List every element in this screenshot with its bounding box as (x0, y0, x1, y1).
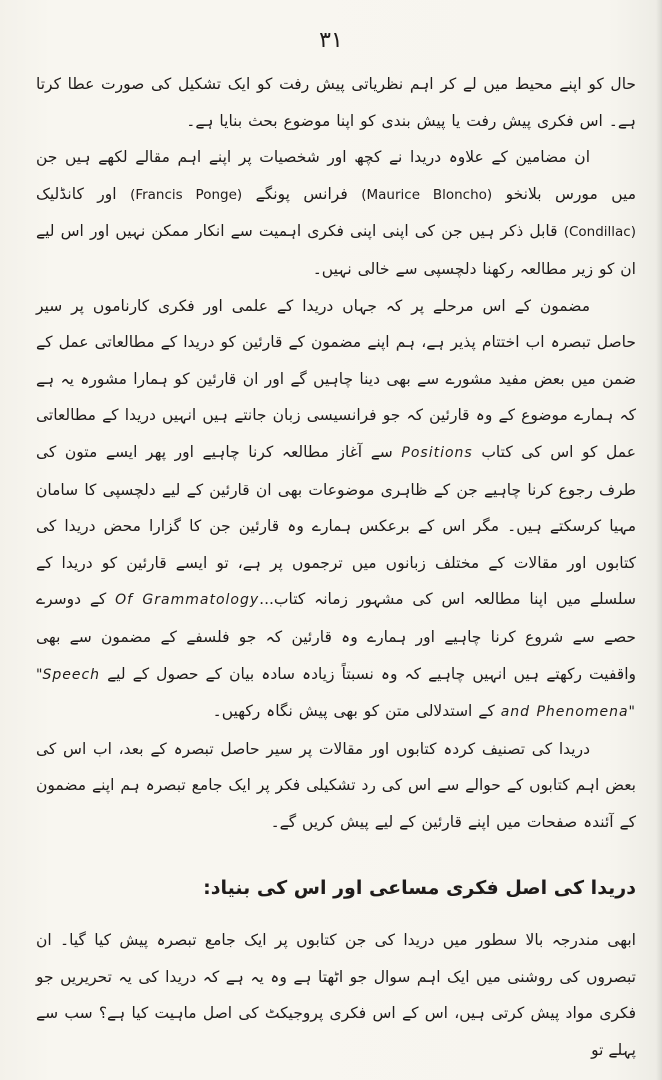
latin-name: (Condillac) (563, 224, 636, 241)
text-segment: مضمون کے اس مرحلے پر کہ جہاں دریدا کے علمی اور فکری کارناموں پر سیر حاصل تبصرہ اب اختتام پذیر ہے، ہم اپنے مضمون کے قارئین کو دریدا کے مطالعاتی عمل کے ضمن میں بعض مفید مشورے سے بھی دینا چاہیں گے اور ان قارئین کو ہمارا مشورہ یہ ہے کہ ہمارے موضوع کے وہ قارئین کہ جو فرانسیسی زبان جانتے ہیں انہیں دریدا کے مطالعاتی عمل کو اس کی کتاب (36, 296, 636, 461)
text-segment: حال کو اپنے محیط میں لے کر اہم نظریاتی پیش رفت کو ایک تشکیل کی صورت عطا کرتا ہے۔ اس فکری پیش رفت یا پیش بندی کو اپنا موضوع بحث بنایا ہے۔ (36, 75, 636, 130)
section-heading: دریدا کی اصل فکری مساعی اور اس کی بنیاد: (203, 877, 636, 899)
latin-name: (Francis Ponge) (130, 186, 243, 203)
page-number: ۳۱ (319, 28, 343, 53)
text-segment: اور کانڈلیک (36, 184, 131, 203)
page-edge-shadow (656, 0, 662, 1080)
text-segment: قابل ذکر ہیں جن کی اپنی اپنی فکری اہمیت سے انکار ممکن نہیں اور اس لیے ان کو زیر مطالعہ رکھنا دلچسپی سے خالی نہیں۔ (36, 222, 636, 278)
text-segment: ان مضامین کے علاوہ دریدا نے کچھ اور شخصیات پر اپنے اہم مقالے لکھے ہیں جن میں مورس بلانخو (36, 148, 637, 203)
paragraph (36, 66, 636, 139)
book-title: "Speech and Phenomena" (36, 666, 636, 721)
text-segment: کے دوسرے حصے سے شروع کرنا چاہیے اور ہمارے وہ قارئین کہ جو فلسفے کے مضمون سے بھی واقفیت رکھتے ہیں انہیں چاہیے کہ وہ نسبتاً زیادہ سادہ بیان کے حصول کے لیے (36, 590, 636, 683)
body-text (36, 66, 636, 840)
final-paragraph: ابھی مندرجہ بالا سطور میں دریدا کی جن کتابوں پر ایک جامع تبصرہ پیش کیا گیا۔ ان تبصروں کی روشنی میں ایک اہم سوال جو اٹھتا ہے وہ یہ ہے کہ دریدا کی یہ تحریریں جو فکری مواد پیش کرتی ہیں، اس کے اس فکری پروجیکٹ کی اصل ماہیت کیا ہے؟ سب سے پہلے تو (36, 931, 636, 1059)
book-title: Of Grammatology (115, 592, 260, 609)
text-segment: فرانس پونگے (242, 184, 362, 203)
text-segment: دریدا کی تصنیف کردہ کتابوں اور مقالات پر سیر حاصل تبصرہ کے بعد، اب اس کی بعض اہم کتابوں کے حوالے سے اس کی رد تشکیلی فکر پر ایک جامع تبصرہ ہم اپنے مضمون کے آئندہ صفحات میں اپنے قارئین کے لیے پیش کریں گے۔ (36, 739, 636, 831)
text-segment: سے آغاز مطالعہ کرنا چاہیے اور پھر ایسے متون کی طرف رجوع کرنا چاہیے جن کے ظاہری موضوعات بھی ان قارئین کے لیے دلچسپی کا سامان مہیا کرسکتے ہیں۔ مگر اس کے برعکس ہمارے وہ قارئین جن کا گزارا محض دریدا کی کتابوں اور مقالات کے مختلف زبانوں میں ترجموں پر ہے، تو ایسے قارئین کو دریدا کے سلسلے میں اپنا مطالعہ اس کی مشہور زمانہ کتاب... (36, 442, 636, 609)
paragraph (36, 731, 636, 841)
text-segment: کے استدلالی متن کو بھی پیش نگاہ رکھیں۔ (212, 702, 501, 721)
book-title: Positions (401, 444, 473, 461)
paragraph (36, 139, 636, 287)
latin-name: (Maurice Bloncho) (361, 186, 493, 203)
paragraph (36, 288, 636, 731)
